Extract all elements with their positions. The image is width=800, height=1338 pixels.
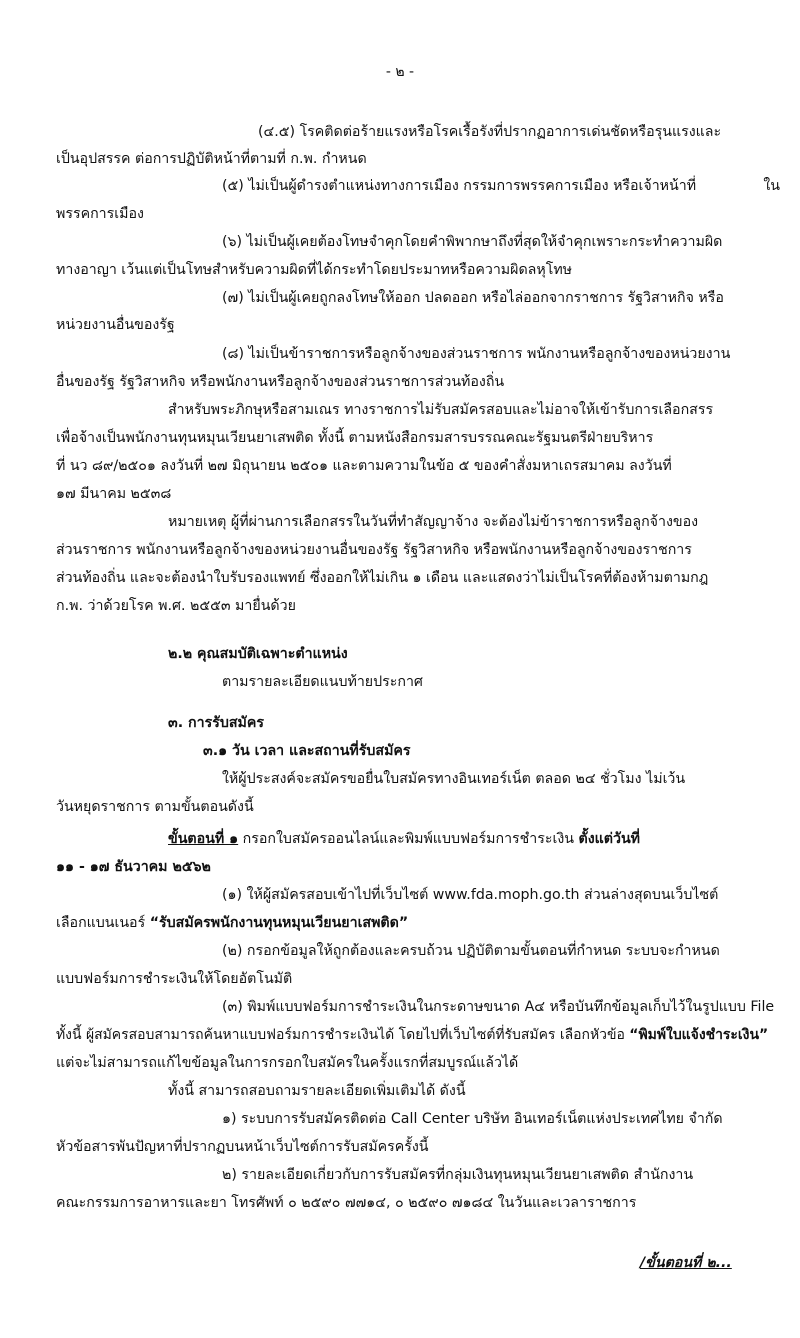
text-line: สำหรับพระภิกษุหรือสามเณร ทางราชการไม่รับสมัครสอบและไม่อาจให้เข้ารับการเลือกสรร xyxy=(168,402,714,418)
page-number: - ๒ - xyxy=(385,64,415,80)
text-line xyxy=(56,1025,768,1045)
text-line: (๓) พิมพ์แบบฟอร์มการชำระเงินในกระดาษขนาด A๔ หรือบันทึกข้อมูลเก็บไว้ในรูปแบบ File xyxy=(222,999,775,1015)
text-line: หน่วยงานอื่นของรัฐ xyxy=(56,317,175,333)
text-line: ๑๑ - ๑๗ ธันวาคม ๒๕๖๒ xyxy=(56,859,211,875)
text-line: แต่จะไม่สามารถแก้ไขข้อมูลในการกรอกใบสมัครในครั้งแรกที่สมบูรณ์แล้วได้ xyxy=(56,1055,519,1071)
text-line xyxy=(56,913,408,933)
text-line: ก.พ. ว่าด้วยโรค พ.ศ. ๒๕๕๓ มายื่นด้วย xyxy=(56,598,296,614)
section-heading: ๒.๒ คุณสมบัติเฉพาะตำแหน่ง xyxy=(168,646,348,662)
text-line: ส่วนท้องถิ่น และจะต้องนำใบรับรองแพทย์ ซึ่งออกให้ไม่เกิน ๑ เดือน และแสดงว่าไม่เป็นโรคที่ต้องห้ามตามกฎ xyxy=(56,570,709,586)
text-line: ทางอาญา เว้นแต่เป็นโทษสำหรับความผิดที่ได้กระทำโดยประมาทหรือความผิดลหุโทษ xyxy=(56,262,573,278)
text-line: (๔.๕) โรคติดต่อร้ายแรงหรือโรคเรื้อรังที่ปรากฏอาการเด่นชัดหรือรุนแรงและ xyxy=(258,124,722,140)
text-line xyxy=(168,829,640,849)
text-segment: ทั้งนี้ ผู้สมัครสอบสามารถค้นหาแบบฟอร์มการชำระเงินได้ โดยไปที่เว็บไซต์ที่รับสมัคร เลือกหัวข้อ xyxy=(56,1027,630,1043)
text-segment: ใน xyxy=(763,178,780,194)
text-line: ที่ นว ๘๙/๒๕๐๑ ลงวันที่ ๒๗ มิถุนายน ๒๕๐๑ และตามความในข้อ ๕ ของคำสั่งมหาเถรสมาคม ลงวันที่ xyxy=(56,458,672,474)
text-line: พรรคการเมือง xyxy=(56,206,144,222)
text-line: ให้ผู้ประสงค์จะสมัครขอยื่นใบสมัครทางอินเทอร์เน็ต ตลอด ๒๔ ชั่วโมง ไม่เว้น xyxy=(222,771,686,787)
banner-name: “รับสมัครพนักงานทุนหมุนเวียนยาเสพติด” xyxy=(149,915,409,931)
text-line: (๑) ให้ผู้สมัครสอบเข้าไปที่เว็บไซต์ www.fda.moph.go.th ส่วนล่างสุดบนเว็บไซต์ xyxy=(222,887,719,903)
text-line: ๑๗ มีนาคม ๒๕๓๘ xyxy=(56,486,172,502)
text-segment: กรอกใบสมัครออนไลน์และพิมพ์แบบฟอร์มการชำระเงิน xyxy=(238,831,579,847)
text-line: หัวข้อสารพันปัญหาที่ปรากฏบนหน้าเว็บไซต์การรับสมัครครั้งนี้ xyxy=(56,1139,429,1155)
text-line: เพื่อจ้างเป็นพนักงานทุนหมุนเวียนยาเสพติด ทั้งนี้ ตามหนังสือกรมสารบรรณคณะรัฐมนตรีฝ่ายบริหาร xyxy=(56,430,654,446)
text-line: วันหยุดราชการ ตามขั้นตอนดังนี้ xyxy=(56,799,254,815)
text-line: เป็นอุปสรรค ต่อการปฏิบัติหน้าที่ตามที่ ก.พ. กำหนด xyxy=(56,151,367,167)
section-heading: ๓. การรับสมัคร xyxy=(168,715,264,731)
section-heading: ๓.๑ วัน เวลา และสถานที่รับสมัคร xyxy=(203,743,411,759)
text-line: แบบฟอร์มการชำระเงินให้โดยอัตโนมัติ xyxy=(56,971,293,987)
text-line: ส่วนราชการ พนักงานหรือลูกจ้างของหน่วยงานอื่นของรัฐ รัฐวิสาหกิจ หรือพนักงานหรือลูกจ้างของราชการ xyxy=(56,542,692,558)
text-segment: เลือกแบนเนอร์ xyxy=(56,915,150,931)
text-line: (๗) ไม่เป็นผู้เคยถูกลงโทษให้ออก ปลดออก หรือไล่ออกจากราชการ รัฐวิสาหกิจ หรือ xyxy=(222,290,724,306)
text-line: (๖) ไม่เป็นผู้เคยต้องโทษจำคุกโดยคำพิพากษาถึงที่สุดให้จำคุกเพราะกระทำความผิด xyxy=(222,234,723,250)
menu-name: “พิมพ์ใบแจ้งชำระเงิน” xyxy=(629,1027,769,1043)
continuation-note: /ขั้นตอนที่ ๒... xyxy=(640,1255,732,1271)
text-line: ๑) ระบบการรับสมัครติดต่อ Call Center บริษัท อินเทอร์เน็ตแห่งประเทศไทย จำกัด xyxy=(222,1111,723,1127)
step-label: ขั้นตอนที่ ๑ xyxy=(168,831,239,847)
text-line: หมายเหตุ ผู้ที่ผ่านการเลือกสรรในวันที่ทำสัญญาจ้าง จะต้องไม่ข้าราชการหรือลูกจ้างของ xyxy=(168,514,699,530)
text-line: ตามรายละเอียดแนบท้ายประกาศ xyxy=(222,674,423,690)
text-segment: (๕) ไม่เป็นผู้ดำรงตำแหน่งทางการเมือง กรรมการพรรคการเมือง หรือเจ้าหน้าที่ xyxy=(222,178,697,194)
text-line xyxy=(222,176,780,196)
text-segment: ตั้งแต่วันที่ xyxy=(578,831,641,847)
text-line: (๒) กรอกข้อมูลให้ถูกต้องและครบถ้วน ปฏิบัติตามขั้นตอนที่กำหนด ระบบจะกำหนด xyxy=(222,943,720,959)
text-line: อื่นของรัฐ รัฐวิสาหกิจ หรือพนักงานหรือลูกจ้างของส่วนราชการส่วนท้องถิ่น xyxy=(56,374,505,390)
text-line: ๒) รายละเอียดเกี่ยวกับการรับสมัครที่กลุ่มเงินทุนหมุนเวียนยาเสพติด สำนักงาน xyxy=(222,1167,694,1183)
text-line: คณะกรรมการอาหารและยา โทรศัพท์ ๐ ๒๕๙๐ ๗๗๑๔, ๐ ๒๕๙๐ ๗๑๘๔ ในวันและเวลาราชการ xyxy=(56,1195,637,1211)
text-line: ทั้งนี้ สามารถสอบถามรายละเอียดเพิ่มเติมได้ ดังนี้ xyxy=(168,1083,466,1099)
text-line: (๘) ไม่เป็นข้าราชการหรือลูกจ้างของส่วนราชการ พนักงานหรือลูกจ้างของหน่วยงาน xyxy=(222,346,731,362)
